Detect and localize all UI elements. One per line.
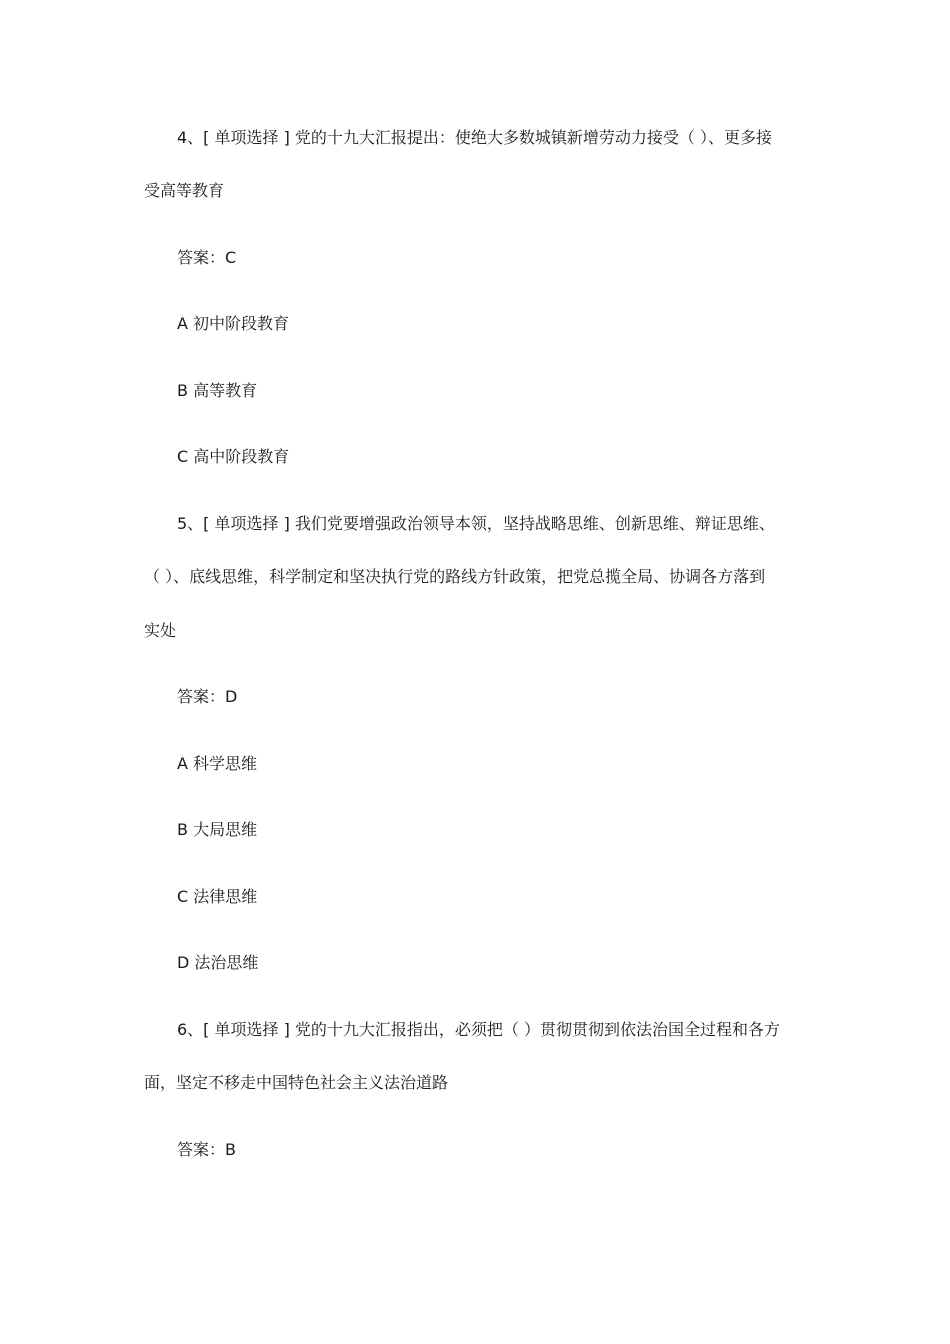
question-6-answer: 答案：B	[177, 1140, 236, 1159]
question-4-line-2: 受高等教育	[144, 181, 225, 200]
question-5-option-c: C 法律思维	[177, 887, 258, 906]
question-5-option-d: D 法治思维	[177, 953, 259, 972]
question-5-line-3: 实处	[144, 621, 177, 640]
question-5-line-2: （ ）、底线思维，科学制定和坚决执行党的路线方针政策，把党总揽全局、协调各方落到	[144, 567, 766, 586]
question-5-answer: 答案：D	[177, 687, 238, 706]
question-5-option-a: A 科学思维	[177, 754, 258, 773]
question-6-line-2: 面，坚定不移走中国特色社会主义法治道路	[144, 1073, 449, 1092]
question-6-line-1: 6、[ 单项选择 ] 党的十九大汇报指出，必须把（ ）贯彻贯彻到依法治国全过程和各方	[177, 1020, 781, 1039]
question-4-option-c: C 高中阶段教育	[177, 447, 290, 466]
question-4-option-a: A 初中阶段教育	[177, 314, 290, 333]
question-4-line-1: 4、[ 单项选择 ] 党的十九大汇报提出：使绝大多数城镇新增劳动力接受（ ）、更多接	[177, 128, 773, 147]
question-4-option-b: B 高等教育	[177, 381, 258, 400]
question-5-option-b: B 大局思维	[177, 820, 258, 839]
question-4-answer: 答案：C	[177, 248, 237, 267]
question-5-line-1: 5、[ 单项选择 ] 我们党要增强政治领导本领，坚持战略思维、创新思维、辩证思维、	[177, 514, 775, 533]
